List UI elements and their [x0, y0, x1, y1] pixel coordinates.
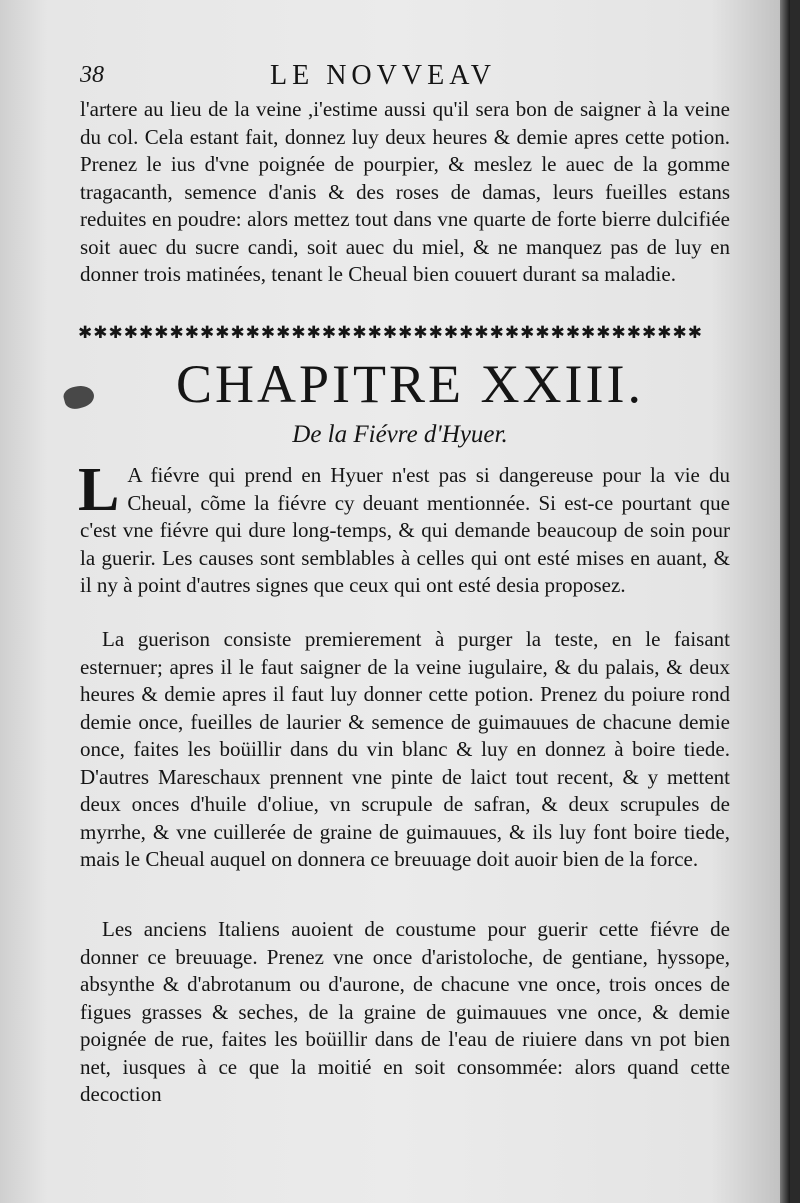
paragraph-3: Les anciens Italiens auoient de coustume pour guerir cette fiévre de donner ce breuuage. Prenez vne once d'aristoloche, de gentiane, hyssope, absynthe & d'abrotanum ou d'aurone, de chacune vne once, trois onces de figues grasses & seches, de la graine de guimauues vne once, & demie poignée de rue, faites les boüillir dans de l'eau de riuiere dans vn pot bien net, iusques à ce que la moitié en soit consommée: alors quand cette decoction — [80, 917, 730, 1106]
book-gutter — [780, 0, 790, 1203]
chapter-subtitle: De la Fiévre d'Hyuer. — [292, 421, 508, 448]
paragraph-2: La guerison consiste premierement à purger la teste, en le faisant esternuer; apres il le faut saigner de la veine iugulaire, & du palais, & deux heures & demie apres il faut luy donner cette potion. Prenez du poiure rond demie once, fueilles de laurier & semence de guimauues de chacune demie once, faites les boüillir dans du vin blanc & luy en donnez à boire tiede. D'autres Mareschaux prennent vne pinte de laict tout recent, & y mettent deux onces d'huile d'oliue, vn scrupule de safran, & deux scrupules de myrrhe, & vne cuillerée de graine de guimauues, & ils luy font boire tiede, mais le Cheual auquel on donnera ce breuuage doit auoir bien de la force. — [80, 627, 730, 871]
ink-blot — [62, 382, 97, 411]
drop-cap: L — [78, 456, 120, 524]
paragraph-1-text: A fiévre qui prend en Hyuer n'est pas si dangereuse pour la vie du Cheual, cõme la fiévre cy deuant mentionnée. Si est-ce pourtant que c'est vne fiévre qui dure long-temps, & qui demande beaucoup de soin pour la guerir. Les causes sont semblables à celles qui ont esté mises en auant, & il ny à point d'autres signes que ceux qui ont esté desia proposez. — [80, 463, 730, 597]
page-number: 38 — [80, 62, 104, 88]
paragraph-1 — [78, 456, 730, 600]
running-title: LE NOVVEAV — [270, 60, 497, 91]
intro-paragraph: l'artere au lieu de la veine ,i'estime aussi qu'il sera bon de saigner à la veine du col. Cela estant fait, donnez luy deux heures & demie apres cette potion. Prenez le ius d'vne poignée de pourpier, & meslez le auec de la gomme tragacanth, semence d'anis & des roses de damas, leurs fueilles estans reduites en poudre: alors mettez tout dans vne quarte de forte bierre dulcifiée soit auec du sucre candi, soit auec du miel, & ne manquez pas de luy en donner trois matinées, tenant le Cheual bien couuert durant sa maladie. — [80, 97, 730, 286]
chapter-title: CHAPITRE XXIII. — [176, 354, 644, 414]
ornament-divider: ✱✱✱✱✱✱✱✱✱✱✱✱✱✱✱✱✱✱✱✱✱✱✱✱✱✱✱✱✱✱✱✱✱✱✱✱✱✱✱✱✱ — [78, 323, 704, 342]
page-header — [80, 60, 730, 96]
